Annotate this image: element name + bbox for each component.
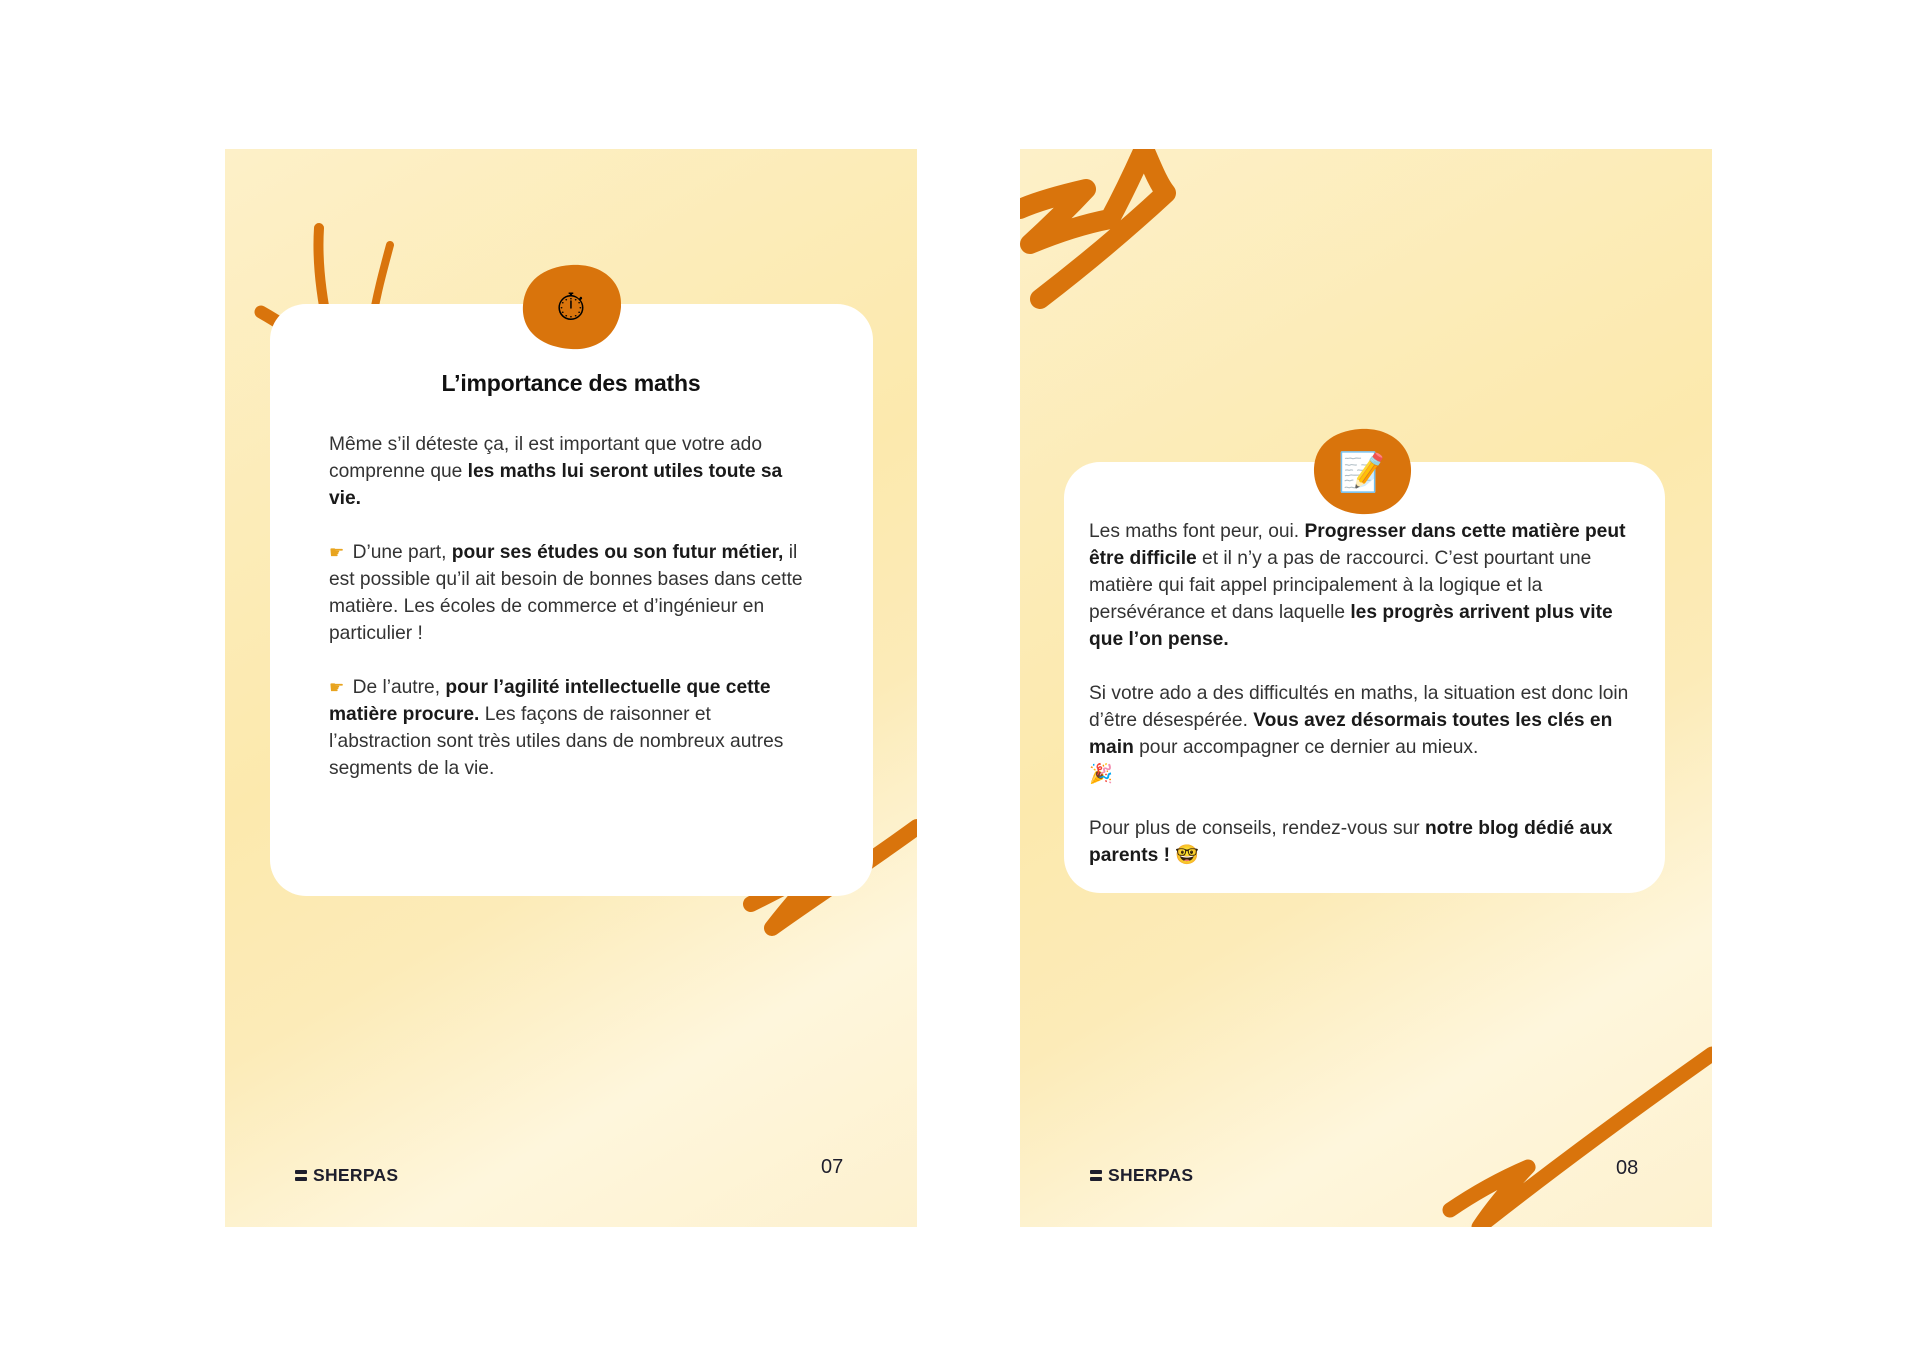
paragraph-difficulties: Si votre ado a des difficultés en maths, la situation est donc loin d’être désespérée. Vous avez désormais toutes les clés en main pour accompagner ce dernier au mieux. 🎉 <box>1089 683 1629 785</box>
paragraph-agility: ☛ De l’autre, pour l’agilité intellectuelle que cette matière procure. Les façons de raisonner et l’abstraction sont très utiles dans de nombreux autres segments de la vie. <box>329 677 784 779</box>
paragraph-intro: Même s’il déteste ça, il est important que votre ado comprenne que les maths lui seront utiles toute sa vie. <box>329 434 783 509</box>
memo-badge <box>1310 426 1414 518</box>
pointing-hand-icon: ☛ <box>329 678 345 697</box>
paragraph-blog: Pour plus de conseils, rendez-vous sur notre blog dédié aux parents ! 🤓 <box>1089 818 1613 866</box>
sherpas-logo: SHERPAS <box>295 1165 398 1186</box>
stopwatch-badge <box>519 261 623 353</box>
content-card <box>270 304 873 896</box>
page-number: 08 <box>1616 1157 1639 1179</box>
nerd-face-icon: 🤓 <box>1175 845 1200 866</box>
logo-mark-icon <box>1090 1170 1102 1181</box>
page-title: L’importance des maths <box>441 370 701 396</box>
logo-mark-icon <box>295 1170 307 1181</box>
party-popper-icon: 🎉 <box>1089 764 1113 785</box>
sherpas-logo: SHERPAS <box>1090 1165 1193 1186</box>
paragraph-studies: ☛ D’une part, pour ses études ou son futur métier, il est possible qu’il ait besoin de bonnes bases dans cette matière. Les écoles de commerce et d’ingénieur en particulier ! <box>329 542 803 644</box>
page-07 <box>225 149 917 1227</box>
content-card <box>1064 462 1665 893</box>
page-08 <box>1020 149 1712 1227</box>
paragraph-progress: Les maths font peur, oui. Progresser dans cette matière peut être difficile et il n’y a pas de raccourci. C’est pourtant une matière qui fait appel principalement à la logique et la persévérance et dans laquelle les progrès arrivent plus vite que l’on pense. <box>1089 521 1626 650</box>
page-number: 07 <box>821 1156 844 1178</box>
pointing-hand-icon: ☛ <box>329 543 345 562</box>
memo-icon: 📝 <box>1338 450 1386 494</box>
stopwatch-icon: ⏱ <box>556 285 586 329</box>
